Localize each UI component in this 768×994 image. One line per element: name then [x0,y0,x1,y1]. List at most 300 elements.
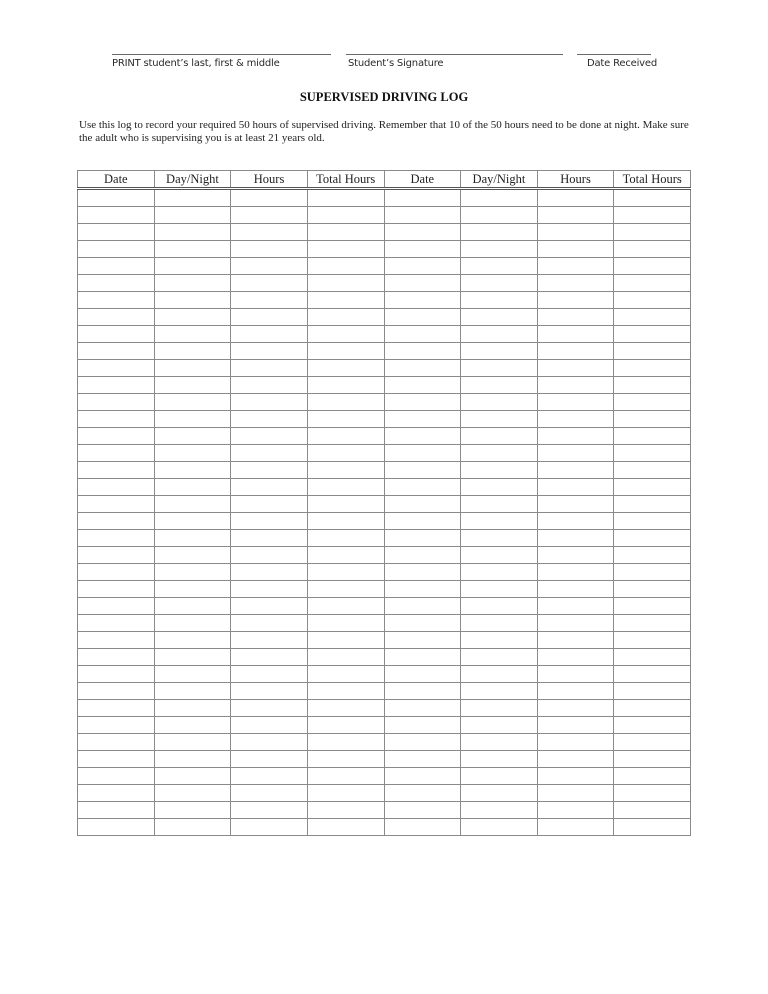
log-cell-hours[interactable] [537,819,614,836]
log-cell-day-night[interactable] [461,241,538,258]
log-cell-total-hours[interactable] [307,360,384,377]
log-cell-hours[interactable] [537,751,614,768]
log-cell-date[interactable] [384,411,461,428]
log-cell-day-night[interactable] [154,445,231,462]
log-cell-total-hours[interactable] [614,530,691,547]
log-cell-day-night[interactable] [461,411,538,428]
log-cell-hours[interactable] [231,428,308,445]
log-cell-day-night[interactable] [461,683,538,700]
log-cell-date[interactable] [78,734,155,751]
log-cell-day-night[interactable] [154,819,231,836]
log-cell-total-hours[interactable] [614,309,691,326]
log-cell-total-hours[interactable] [614,360,691,377]
log-cell-date[interactable] [78,666,155,683]
log-cell-total-hours[interactable] [614,666,691,683]
log-cell-hours[interactable] [537,564,614,581]
log-cell-date[interactable] [78,615,155,632]
log-cell-day-night[interactable] [461,751,538,768]
log-cell-day-night[interactable] [154,360,231,377]
log-cell-total-hours[interactable] [307,632,384,649]
log-cell-day-night[interactable] [154,530,231,547]
log-cell-date[interactable] [384,428,461,445]
log-cell-date[interactable] [384,751,461,768]
log-cell-day-night[interactable] [461,189,538,207]
log-cell-hours[interactable] [231,734,308,751]
log-cell-hours[interactable] [231,479,308,496]
log-cell-day-night[interactable] [154,479,231,496]
log-cell-day-night[interactable] [154,547,231,564]
log-cell-day-night[interactable] [154,632,231,649]
log-cell-day-night[interactable] [461,598,538,615]
log-cell-hours[interactable] [537,275,614,292]
log-cell-day-night[interactable] [461,360,538,377]
log-cell-total-hours[interactable] [307,411,384,428]
log-cell-hours[interactable] [537,258,614,275]
log-cell-total-hours[interactable] [307,615,384,632]
log-cell-hours[interactable] [231,683,308,700]
log-cell-day-night[interactable] [461,768,538,785]
log-cell-day-night[interactable] [154,598,231,615]
log-cell-hours[interactable] [537,547,614,564]
log-cell-date[interactable] [78,479,155,496]
log-cell-date[interactable] [78,207,155,224]
log-cell-day-night[interactable] [154,411,231,428]
log-cell-date[interactable] [384,666,461,683]
log-cell-date[interactable] [384,632,461,649]
log-cell-day-night[interactable] [461,394,538,411]
log-cell-hours[interactable] [537,717,614,734]
log-cell-total-hours[interactable] [307,496,384,513]
log-cell-date[interactable] [78,819,155,836]
log-cell-date[interactable] [384,207,461,224]
log-cell-day-night[interactable] [461,479,538,496]
log-cell-date[interactable] [384,292,461,309]
log-cell-total-hours[interactable] [307,377,384,394]
log-cell-total-hours[interactable] [307,751,384,768]
log-cell-date[interactable] [384,326,461,343]
log-cell-day-night[interactable] [154,309,231,326]
log-cell-date[interactable] [384,530,461,547]
log-cell-day-night[interactable] [154,615,231,632]
log-cell-date[interactable] [384,581,461,598]
log-cell-date[interactable] [78,649,155,666]
log-cell-total-hours[interactable] [307,530,384,547]
log-cell-day-night[interactable] [461,666,538,683]
log-cell-hours[interactable] [537,241,614,258]
log-cell-hours[interactable] [537,309,614,326]
log-cell-total-hours[interactable] [614,189,691,207]
log-cell-hours[interactable] [537,343,614,360]
log-cell-date[interactable] [78,632,155,649]
log-cell-total-hours[interactable] [307,564,384,581]
log-cell-total-hours[interactable] [307,785,384,802]
log-cell-total-hours[interactable] [614,343,691,360]
log-cell-total-hours[interactable] [307,479,384,496]
log-cell-date[interactable] [78,377,155,394]
log-cell-hours[interactable] [537,615,614,632]
log-cell-hours[interactable] [537,189,614,207]
log-cell-total-hours[interactable] [614,717,691,734]
log-cell-total-hours[interactable] [614,411,691,428]
log-cell-date[interactable] [78,343,155,360]
log-cell-date[interactable] [78,768,155,785]
log-cell-day-night[interactable] [461,343,538,360]
log-cell-total-hours[interactable] [614,700,691,717]
log-cell-hours[interactable] [231,360,308,377]
log-cell-day-night[interactable] [154,275,231,292]
log-cell-date[interactable] [384,768,461,785]
log-cell-total-hours[interactable] [614,751,691,768]
log-cell-total-hours[interactable] [614,394,691,411]
log-cell-day-night[interactable] [461,377,538,394]
log-cell-day-night[interactable] [154,343,231,360]
log-cell-total-hours[interactable] [614,445,691,462]
log-cell-total-hours[interactable] [307,717,384,734]
log-cell-total-hours[interactable] [307,207,384,224]
log-cell-day-night[interactable] [154,683,231,700]
log-cell-total-hours[interactable] [614,564,691,581]
log-cell-total-hours[interactable] [614,224,691,241]
log-cell-hours[interactable] [231,700,308,717]
log-cell-date[interactable] [384,394,461,411]
log-cell-total-hours[interactable] [307,258,384,275]
log-cell-day-night[interactable] [154,241,231,258]
log-cell-day-night[interactable] [461,700,538,717]
log-cell-date[interactable] [78,326,155,343]
log-cell-hours[interactable] [231,547,308,564]
log-cell-day-night[interactable] [461,275,538,292]
log-cell-day-night[interactable] [154,581,231,598]
log-cell-total-hours[interactable] [307,734,384,751]
log-cell-day-night[interactable] [461,581,538,598]
log-cell-day-night[interactable] [461,819,538,836]
log-cell-hours[interactable] [537,530,614,547]
log-cell-date[interactable] [384,377,461,394]
log-cell-total-hours[interactable] [307,513,384,530]
log-cell-hours[interactable] [231,564,308,581]
log-cell-total-hours[interactable] [307,343,384,360]
log-cell-day-night[interactable] [154,564,231,581]
log-cell-day-night[interactable] [154,496,231,513]
log-cell-day-night[interactable] [461,428,538,445]
log-cell-day-night[interactable] [154,258,231,275]
log-cell-hours[interactable] [231,666,308,683]
log-cell-date[interactable] [384,615,461,632]
log-cell-hours[interactable] [231,496,308,513]
log-cell-date[interactable] [384,734,461,751]
log-cell-day-night[interactable] [461,615,538,632]
log-cell-hours[interactable] [231,819,308,836]
student-name-line[interactable] [112,54,331,55]
log-cell-day-night[interactable] [461,445,538,462]
log-cell-day-night[interactable] [461,224,538,241]
log-cell-date[interactable] [78,547,155,564]
log-cell-date[interactable] [78,258,155,275]
log-cell-total-hours[interactable] [307,462,384,479]
log-cell-date[interactable] [384,241,461,258]
log-cell-hours[interactable] [231,258,308,275]
log-cell-date[interactable] [78,411,155,428]
log-cell-date[interactable] [78,700,155,717]
log-cell-day-night[interactable] [461,649,538,666]
log-cell-day-night[interactable] [154,377,231,394]
log-cell-date[interactable] [384,360,461,377]
log-cell-hours[interactable] [537,700,614,717]
log-cell-day-night[interactable] [461,462,538,479]
log-cell-hours[interactable] [231,530,308,547]
log-cell-day-night[interactable] [461,530,538,547]
log-cell-day-night[interactable] [154,700,231,717]
log-cell-total-hours[interactable] [307,819,384,836]
log-cell-total-hours[interactable] [614,496,691,513]
log-cell-hours[interactable] [231,445,308,462]
log-cell-day-night[interactable] [154,768,231,785]
log-cell-hours[interactable] [537,513,614,530]
log-cell-day-night[interactable] [154,207,231,224]
log-cell-date[interactable] [78,785,155,802]
log-cell-total-hours[interactable] [307,581,384,598]
log-cell-hours[interactable] [231,785,308,802]
log-cell-day-night[interactable] [461,207,538,224]
log-cell-day-night[interactable] [154,326,231,343]
log-cell-day-night[interactable] [154,224,231,241]
log-cell-date[interactable] [78,360,155,377]
log-cell-hours[interactable] [537,479,614,496]
log-cell-date[interactable] [78,292,155,309]
log-cell-total-hours[interactable] [614,207,691,224]
log-cell-total-hours[interactable] [614,428,691,445]
log-cell-hours[interactable] [231,343,308,360]
log-cell-hours[interactable] [537,428,614,445]
log-cell-date[interactable] [384,598,461,615]
log-cell-hours[interactable] [231,207,308,224]
log-cell-total-hours[interactable] [307,224,384,241]
log-cell-hours[interactable] [231,394,308,411]
log-cell-hours[interactable] [537,326,614,343]
log-cell-day-night[interactable] [461,496,538,513]
log-cell-date[interactable] [384,785,461,802]
log-cell-day-night[interactable] [154,513,231,530]
log-cell-total-hours[interactable] [614,292,691,309]
log-cell-day-night[interactable] [461,564,538,581]
log-cell-date[interactable] [384,717,461,734]
log-cell-date[interactable] [78,598,155,615]
log-cell-hours[interactable] [231,751,308,768]
log-cell-hours[interactable] [231,802,308,819]
log-cell-date[interactable] [78,241,155,258]
log-cell-hours[interactable] [231,513,308,530]
log-cell-date[interactable] [384,819,461,836]
log-cell-hours[interactable] [231,598,308,615]
log-cell-hours[interactable] [231,768,308,785]
log-cell-day-night[interactable] [461,258,538,275]
log-cell-hours[interactable] [537,598,614,615]
log-cell-hours[interactable] [537,292,614,309]
log-cell-date[interactable] [384,700,461,717]
log-cell-hours[interactable] [231,189,308,207]
log-cell-date[interactable] [384,309,461,326]
log-cell-date[interactable] [384,189,461,207]
log-cell-date[interactable] [78,564,155,581]
log-cell-day-night[interactable] [154,189,231,207]
log-cell-total-hours[interactable] [614,581,691,598]
log-cell-hours[interactable] [537,649,614,666]
log-cell-hours[interactable] [231,309,308,326]
log-cell-date[interactable] [384,564,461,581]
log-cell-date[interactable] [78,189,155,207]
log-cell-day-night[interactable] [154,802,231,819]
log-cell-total-hours[interactable] [307,275,384,292]
log-cell-date[interactable] [384,802,461,819]
log-cell-day-night[interactable] [461,309,538,326]
log-cell-day-night[interactable] [461,513,538,530]
log-cell-day-night[interactable] [461,547,538,564]
log-cell-hours[interactable] [231,649,308,666]
log-cell-date[interactable] [78,224,155,241]
log-cell-total-hours[interactable] [614,479,691,496]
log-cell-total-hours[interactable] [307,326,384,343]
log-cell-total-hours[interactable] [307,768,384,785]
log-cell-total-hours[interactable] [614,819,691,836]
log-cell-total-hours[interactable] [307,598,384,615]
log-cell-date[interactable] [78,496,155,513]
log-cell-date[interactable] [384,275,461,292]
log-cell-hours[interactable] [537,445,614,462]
log-cell-total-hours[interactable] [307,649,384,666]
log-cell-date[interactable] [78,513,155,530]
log-cell-total-hours[interactable] [614,683,691,700]
log-cell-hours[interactable] [537,785,614,802]
log-cell-hours[interactable] [231,581,308,598]
log-cell-hours[interactable] [231,326,308,343]
log-cell-hours[interactable] [537,360,614,377]
log-cell-date[interactable] [78,428,155,445]
log-cell-hours[interactable] [537,683,614,700]
log-cell-total-hours[interactable] [614,785,691,802]
log-cell-total-hours[interactable] [307,700,384,717]
log-cell-hours[interactable] [231,717,308,734]
log-cell-date[interactable] [78,802,155,819]
log-cell-total-hours[interactable] [307,428,384,445]
log-cell-day-night[interactable] [461,292,538,309]
log-cell-day-night[interactable] [461,785,538,802]
log-cell-hours[interactable] [231,462,308,479]
log-cell-hours[interactable] [537,802,614,819]
log-cell-hours[interactable] [537,666,614,683]
log-cell-date[interactable] [384,649,461,666]
log-cell-day-night[interactable] [154,394,231,411]
date-received-line[interactable] [577,54,651,55]
log-cell-date[interactable] [78,530,155,547]
log-cell-total-hours[interactable] [307,683,384,700]
log-cell-hours[interactable] [537,496,614,513]
log-cell-total-hours[interactable] [307,394,384,411]
log-cell-total-hours[interactable] [307,292,384,309]
log-cell-date[interactable] [78,275,155,292]
log-cell-day-night[interactable] [461,802,538,819]
log-cell-date[interactable] [384,445,461,462]
log-cell-hours[interactable] [231,411,308,428]
log-cell-day-night[interactable] [154,462,231,479]
log-cell-day-night[interactable] [461,632,538,649]
log-cell-hours[interactable] [231,632,308,649]
log-cell-date[interactable] [78,394,155,411]
log-cell-hours[interactable] [537,734,614,751]
log-cell-hours[interactable] [537,224,614,241]
log-cell-date[interactable] [384,343,461,360]
log-cell-total-hours[interactable] [614,615,691,632]
log-cell-total-hours[interactable] [307,802,384,819]
log-cell-hours[interactable] [537,581,614,598]
log-cell-total-hours[interactable] [614,768,691,785]
log-cell-total-hours[interactable] [614,598,691,615]
log-cell-total-hours[interactable] [614,547,691,564]
log-cell-total-hours[interactable] [614,258,691,275]
log-cell-total-hours[interactable] [307,309,384,326]
log-cell-hours[interactable] [537,377,614,394]
log-cell-total-hours[interactable] [614,513,691,530]
log-cell-total-hours[interactable] [614,649,691,666]
log-cell-day-night[interactable] [154,751,231,768]
log-cell-date[interactable] [384,496,461,513]
log-cell-day-night[interactable] [154,666,231,683]
log-cell-hours[interactable] [537,462,614,479]
log-cell-date[interactable] [384,258,461,275]
log-cell-hours[interactable] [537,207,614,224]
log-cell-date[interactable] [384,479,461,496]
log-cell-date[interactable] [78,445,155,462]
log-cell-date[interactable] [78,683,155,700]
log-cell-date[interactable] [384,547,461,564]
log-cell-hours[interactable] [231,241,308,258]
log-cell-total-hours[interactable] [307,445,384,462]
log-cell-date[interactable] [78,581,155,598]
log-cell-total-hours[interactable] [307,189,384,207]
log-cell-day-night[interactable] [154,428,231,445]
log-cell-hours[interactable] [231,377,308,394]
log-cell-total-hours[interactable] [614,632,691,649]
log-cell-date[interactable] [78,717,155,734]
log-cell-day-night[interactable] [154,734,231,751]
log-cell-total-hours[interactable] [614,241,691,258]
log-cell-day-night[interactable] [154,292,231,309]
log-cell-total-hours[interactable] [307,666,384,683]
log-cell-total-hours[interactable] [614,275,691,292]
log-cell-hours[interactable] [231,275,308,292]
log-cell-date[interactable] [384,224,461,241]
log-cell-total-hours[interactable] [614,734,691,751]
log-cell-day-night[interactable] [461,734,538,751]
log-cell-date[interactable] [384,683,461,700]
log-cell-day-night[interactable] [461,717,538,734]
log-cell-date[interactable] [78,462,155,479]
log-cell-day-night[interactable] [461,326,538,343]
log-cell-total-hours[interactable] [614,377,691,394]
log-cell-date[interactable] [78,751,155,768]
log-cell-hours[interactable] [537,632,614,649]
log-cell-total-hours[interactable] [614,326,691,343]
log-cell-day-night[interactable] [154,649,231,666]
student-signature-line[interactable] [346,54,563,55]
log-cell-hours[interactable] [231,224,308,241]
log-cell-date[interactable] [384,513,461,530]
log-cell-total-hours[interactable] [614,462,691,479]
log-cell-total-hours[interactable] [307,241,384,258]
log-cell-hours[interactable] [537,768,614,785]
log-cell-hours[interactable] [537,411,614,428]
log-cell-date[interactable] [384,462,461,479]
log-cell-hours[interactable] [537,394,614,411]
